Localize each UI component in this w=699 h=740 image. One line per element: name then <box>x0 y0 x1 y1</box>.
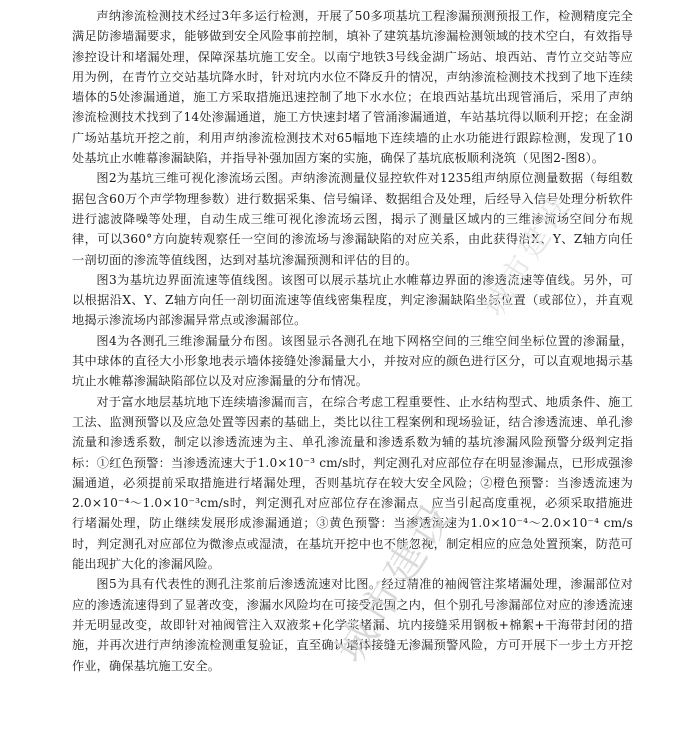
paragraph-5: 对于富水地层基坑地下连续墙渗漏而言，在综合考虑工程重要性、止水结构型式、地质条件、施工工法、监测预警以及应急处置等因素的基础上，类比以往工程案例和现场验证，结合渗透流速、单孔渗流量和渗透系数，制定以渗透流速为主、单孔渗流量和渗透系数为辅的基坑渗漏风险预警分级判定指标：①红色预警：当渗透流速大于1.0×10⁻³ cm/s时，判定测孔对应部位存在明显渗漏点，已形成强渗漏通道，必须提前采取措施进行堵漏处理，否则基坑存在较大安全风险；②橙色预警：当渗透流速为2.0×10⁻⁴～1.0×10⁻³cm/s时，判定测孔对应部位存在渗漏点，应当引起高度重视，必须采取措施进行堵漏处理，防止继续发展形成渗漏通道；③黄色预警：当渗透流速为1.0×10⁻⁴～2.0×10⁻⁴ cm/s时，判定测孔对应部位为微渗点或湿渍，在基坑开挖中也不能忽视，制定相应的应急处置预案，防范可能出现扩大化的渗漏风险。 <box>72 394 633 572</box>
paragraph-4: 图4为各测孔三维渗漏量分布图。该图显示各测孔在地下网格空间的三维空间坐标位置的渗漏量，其中球体的直径大小形象地表示墙体接缝处渗漏量大小，并按对应的颜色进行区分，可以直观地揭示基坑止水帷幕渗漏缺陷部位以及对应渗漏量的分布情况。 <box>72 333 633 389</box>
paragraph-2: 图2为基坑三维可视化渗流场云图。声纳渗流测量仪显控软件对1235组声纳原位测量数据（每组数据包含60万个声学物理参数）进行数据采集、信号编译、数据组合及处理，后经导入信号处理分析软件进行滤波降噪等处理，自动生成三维可视化渗流场云图，揭示了测量区域内的三维渗流场空间分布规律，可以360°方向旋转观察任一空间的渗流场与渗漏缺陷的对应关系，由此获得沿X、Y、Z轴方向任一剖切面的渗流等值线图，达到对基坑渗漏预测和评估的目的。 <box>72 171 633 267</box>
paragraph-1: 声纳渗流检测技术经过3年多运行检测，开展了50多项基坑工程渗漏预测预报工作，检测精度完全满足防渗墙漏要求，能够做到安全风险事前控制，填补了建筑基坑渗漏检测领域的技术空白，有效指导渗控设计和堵漏处理，保障深基坑施工安全。以南宁地铁3号线金湖广场站、埌西站、青竹立交站等应用为例，在青竹立交站基坑降水时，针对坑内水位不降反升的情况，声纳渗流检测技术找到了地下连续墙体的5处渗漏通道，施工方采取措施迅速控制了地下水水位；在埌西站基坑出现管涌后，采用了声纳渗流检测技术找到了14处渗漏通道，施工方快速封堵了管涌渗漏通道，车站基坑得以顺利开挖；在金湖广场站基坑开挖之前，利用声纳渗流检测技术对65幅地下连续墙的止水功能进行跟踪检测，发现了10处基坑止水帷幕渗漏缺陷，并指导补强加固方案的实施，确保了基坑底板顺利浇筑（见图2-图8）。 <box>72 9 633 166</box>
paragraph-3: 图3为基坑边界面流速等值线图。该图可以展示基坑止水帷幕边界面的渗透流速等值线。另外，可以根据沿X、Y、Z轴方向任一剖切面流速等值线密集程度，判定渗漏缺陷坐标位置（或部位），并直观地揭示渗流场内部渗漏异常点或渗漏部位。 <box>72 272 633 328</box>
watermark-middle: 城市建设 <box>476 188 579 323</box>
article-body <box>72 6 633 676</box>
paragraph-6: 图5为具有代表性的测孔注浆前后渗透流速对比图。经过精准的袖阀管注浆堵漏处理，渗漏部位对应的渗透流速得到了显著改变，渗漏水风险均在可接受范围之内，但个别孔号渗漏部位对应的渗透流速并无明显改变，故即针对袖阀管注入双液浆+化学浆堵漏、坑内接缝采用钢板+棉絮+干海带封闭的措施，并再次进行声纳渗流检测重复验证，直至确认墙体接缝无渗漏预警风险，方可开展下一步土方开挖作业，确保基坑施工安全。 <box>72 577 633 673</box>
watermark-bottom: 城市建设 <box>327 490 465 672</box>
